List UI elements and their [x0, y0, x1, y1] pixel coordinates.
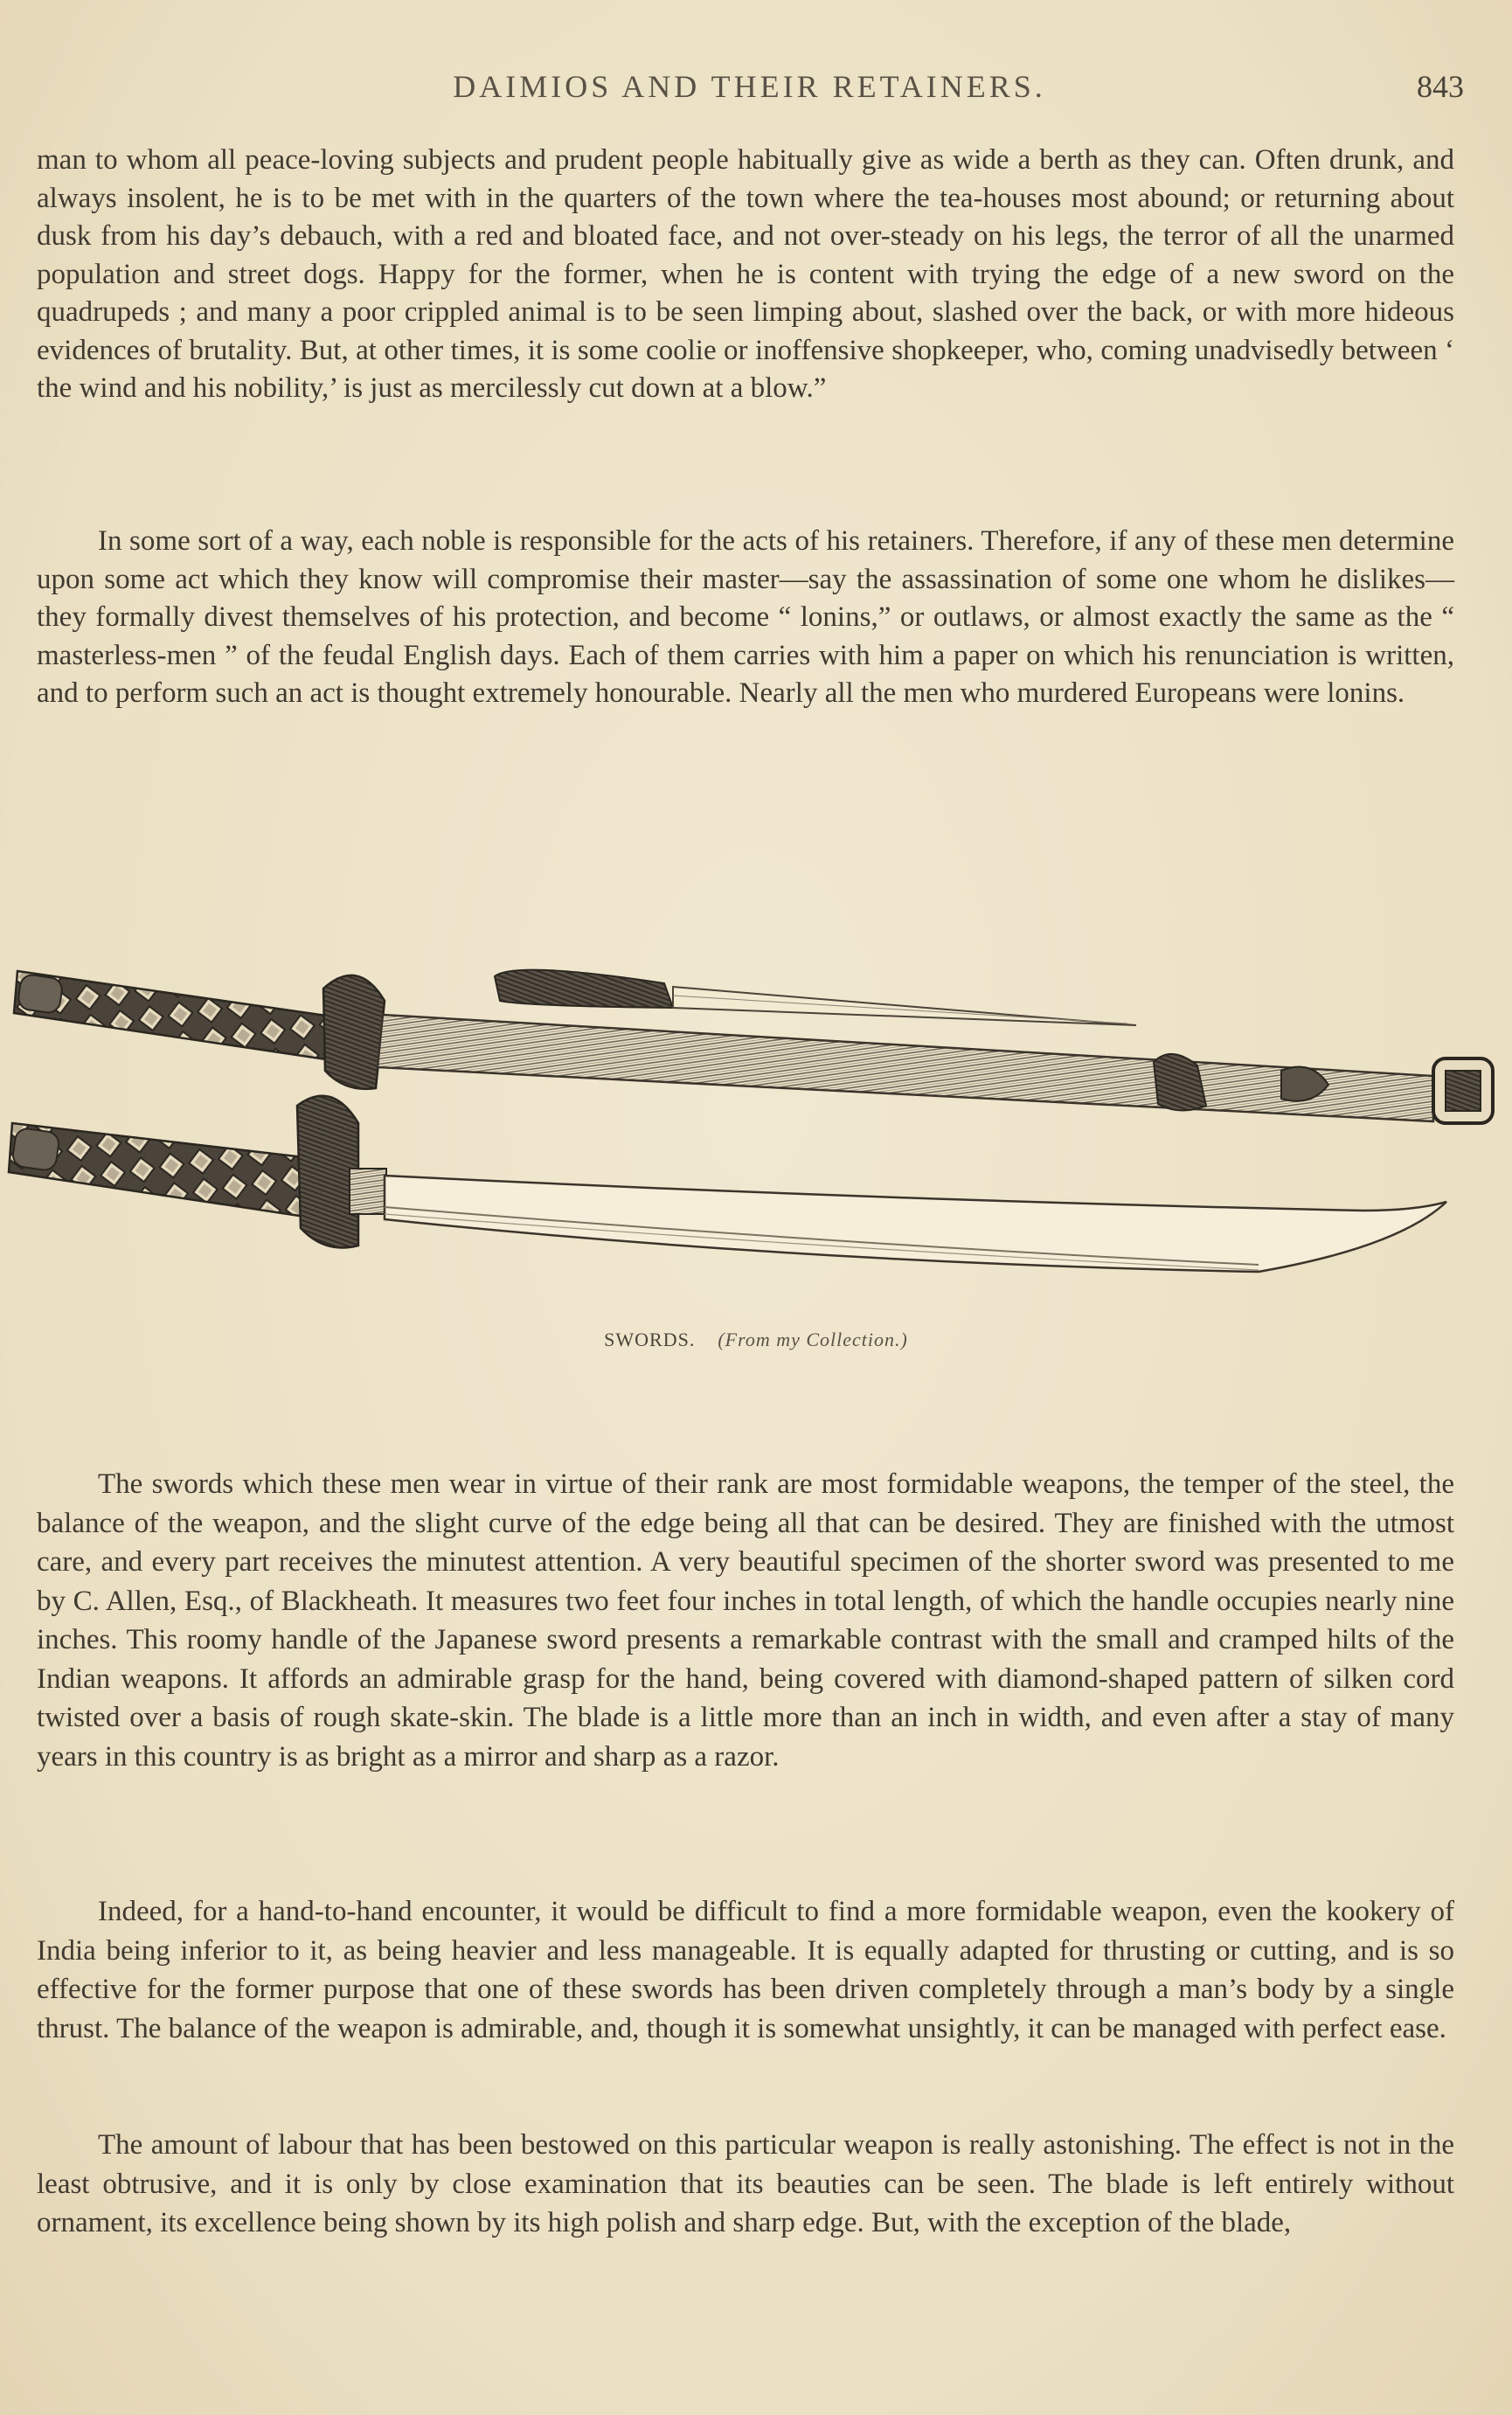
- page-number: 843: [1417, 69, 1464, 104]
- caption-label: SWORDS.: [604, 1329, 696, 1350]
- figure-caption: [0, 1329, 1512, 1351]
- paragraph-encounter: Indeed, for a hand-to-hand encounter, it would be difficult to find a more formidable weapon, even the kookery of India being inferior to it, as being heavier and less manageable. It is equally adapted for thrusting or cutting, and is so effective for the former purpose that one of these swords has been driven completely through a man’s body by a single thrust. The balance of the weapon is admirable, and, though it is somewhat unsightly, it can be managed with perfect ease.: [37, 1896, 1454, 2044]
- caption-source: (From my Collection.): [718, 1329, 908, 1350]
- running-head: [35, 68, 1464, 121]
- paragraph-labour: The amount of labour that has been bestowed on this particular weapon is really astonishing. The effect is not in the least obtrusive, and it is only by close examination that its beauties can be seen. The blade is left entirely without ornament, its excellence being shown by its high polish and sharp edge. But, with the exception of the blade,: [37, 2129, 1454, 2238]
- swords-illustration: [0, 905, 1512, 1324]
- paragraph-continued: man to whom all peace-loving subjects and prudent people habitually give as wide a berth as they can. Often drunk, and always insolent, he is to be met with in the quarters of the town where the tea-houses most abound; or returning about dusk from his day’s debauch, with a red and bloated face, and not over-steady on his legs, the terror of all the unarmed population and street dogs. Happy for the former, when he is content with trying the edge of a new sword on the quadrupeds ; and many a poor crippled animal is to be seen limping about, slashed over the back, or with more hideous evidences of brutality. But, at other times, it is some coolie or inoffensive shopkeeper, who, coming unadvisedly between ‘ the wind and his nobility,’ is just as mercilessly cut down at a blow.”: [37, 144, 1454, 404]
- paragraph-swords: The swords which these men wear in virtue of their rank are most formidable weapons, the temper of the steel, the balance of the weapon, and the slight curve of the edge being all that can be desired. They are finished with the utmost care, and every part receives the minutest attention. A very beautiful specimen of the shorter sword was presented to me by C. Allen, Esq., of Blackheath. It measures two feet four inches in total length, of which the handle occupies nearly nine inches. This roomy handle of the Japanese sword presents a remarkable contrast with the small and cramped hilts of the Indian weapons. It affords an admirable grasp for the hand, being covered with diamond-shaped pattern of silken cord twisted over a basis of rough skate-skin. The blade is a little more than an inch in width, and even after a stay of many years in this country is as bright as a mirror and sharp as a razor.: [37, 1468, 1454, 1773]
- upper-sword: [14, 970, 1493, 1123]
- paragraph-lonins: In some sort of a way, each noble is responsible for the acts of his retainers. Therefore, if any of these men determine upon some act which they know will compromise their master—say the assassination of some one whom he dislikes—they formally divest themselves of his protection, and become “ lonins,” or outlaws, or almost exactly the same as the “ masterless-men ” of the feudal English days. Each of them carries with him a paper on which his renunciation is written, and to perform such an act is thought extremely honourable. Nearly all the men who murdered Europeans were lonins.: [37, 525, 1454, 709]
- running-title: DAIMIOS AND THEIR RETAINERS.: [453, 69, 1046, 104]
- lower-sword: [9, 1096, 1446, 1272]
